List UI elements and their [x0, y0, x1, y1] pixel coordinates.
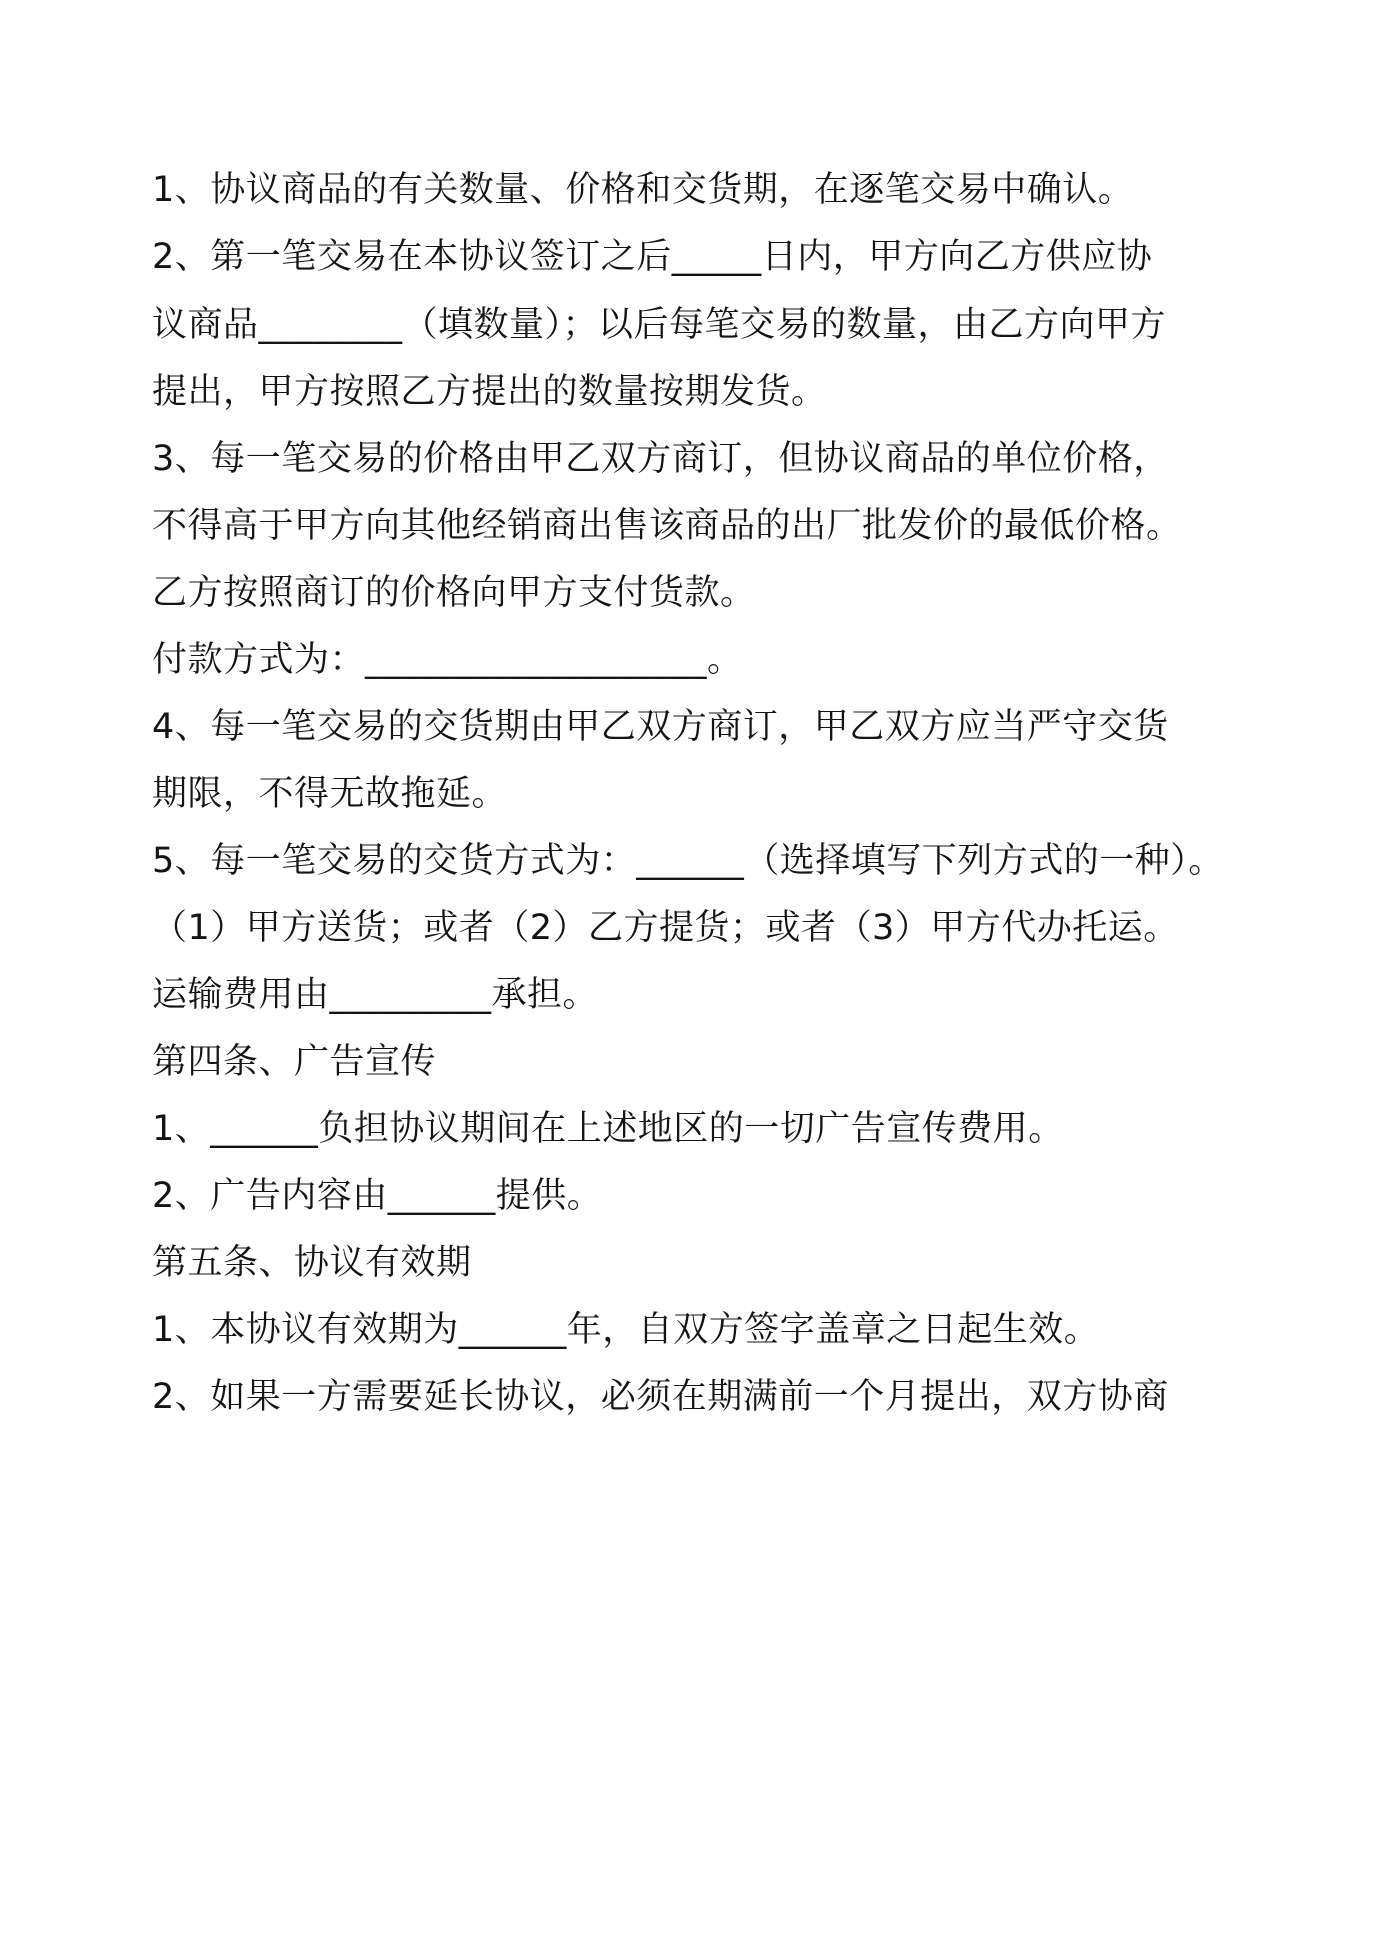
- payment-method-line: 付款方式为：___________________。: [152, 640, 743, 680]
- clause-3-item-4-line-2: 期限，不得无故拖延。: [152, 774, 508, 814]
- clause-3-item-2-line-2: 议商品________（填数量）；以后每笔交易的数量，由乙方向甲方: [152, 305, 1167, 345]
- clause-3-item-5: 5、每一笔交易的交货方式为：______（选择填写下列方式的一种）。: [152, 841, 1224, 881]
- clause-5-item-1: 1、本协议有效期为______年，自双方签字盖章之日起生效。: [152, 1310, 1100, 1350]
- clause-3-item-2-line-1: 2、第一笔交易在本协议签订之后_____日内，甲方向乙方供应协: [152, 237, 1153, 277]
- clause-4-item-2: 2、广告内容由______提供。: [152, 1176, 603, 1216]
- clause-3-item-3-line-1: 3、每一笔交易的价格由甲乙双方商订，但协议商品的单位价格，: [152, 439, 1169, 479]
- clause-3-item-1: 1、协议商品的有关数量、价格和交货期，在逐笔交易中确认。: [152, 170, 1134, 210]
- freight-cost-line: 运输费用由_________承担。: [152, 975, 599, 1015]
- clause-5-item-2: 2、如果一方需要延长协议，必须在期满前一个月提出，双方协商: [152, 1377, 1169, 1417]
- clause-3-item-4-line-1: 4、每一笔交易的交货期由甲乙双方商订，甲乙双方应当严守交货: [152, 707, 1169, 747]
- clause-3-item-3-line-3: 乙方按照商订的价格向甲方支付货款。: [152, 573, 756, 613]
- clause-4-item-1: 1、______负担协议期间在上述地区的一切广告宣传费用。: [152, 1109, 1064, 1149]
- section-4-heading: 第四条、广告宣传: [152, 1042, 437, 1082]
- clause-3-item-2-line-3: 提出，甲方按照乙方提出的数量按期发货。: [152, 372, 827, 412]
- section-5-heading: 第五条、协议有效期: [152, 1243, 472, 1283]
- delivery-options-line: （1）甲方送货；或者（2）乙方提货；或者（3）甲方代办托运。: [152, 908, 1179, 948]
- clause-3-item-3-line-2: 不得高于甲方向其他经销商出售该商品的出厂批发价的最低价格。: [152, 506, 1182, 546]
